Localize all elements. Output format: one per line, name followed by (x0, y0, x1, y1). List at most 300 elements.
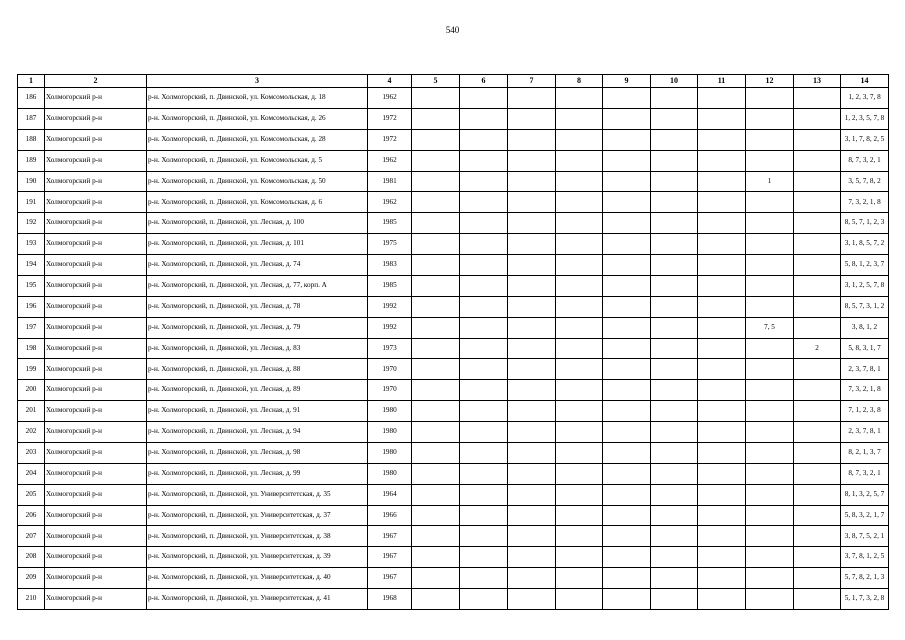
col11-cell (698, 568, 746, 589)
col11-cell (698, 401, 746, 422)
col14-cell: 3, 8, 1, 2 (841, 317, 889, 338)
col14-cell: 3, 1, 7, 8, 2, 5 (841, 129, 889, 150)
col11-cell (698, 88, 746, 109)
col14-cell: 8, 7, 3, 2, 1 (841, 463, 889, 484)
col5-cell (412, 463, 460, 484)
table-row (18, 296, 889, 317)
district-cell: Холмогорский р-н (45, 547, 147, 568)
col5-cell (412, 108, 460, 129)
col11-cell (698, 150, 746, 171)
column-header: 11 (698, 75, 746, 88)
col12-cell (746, 442, 794, 463)
col8-cell (556, 338, 603, 359)
col6-cell (460, 505, 508, 526)
col10-cell (651, 484, 698, 505)
col5-cell (412, 589, 460, 610)
col11-cell (698, 234, 746, 255)
col10-cell (651, 88, 698, 109)
district-cell: Холмогорский р-н (45, 317, 147, 338)
col10-cell (651, 317, 698, 338)
col7-cell (508, 589, 556, 610)
col6-cell (460, 568, 508, 589)
col10-cell (651, 589, 698, 610)
col8-cell (556, 589, 603, 610)
col10-cell (651, 255, 698, 276)
district-cell: Холмогорский р-н (45, 88, 147, 109)
row-number-cell: 197 (18, 317, 45, 338)
col9-cell (603, 129, 651, 150)
col7-cell (508, 192, 556, 213)
col13-cell (794, 359, 841, 380)
col14-cell: 2, 3, 7, 8, 1 (841, 359, 889, 380)
column-header: 3 (147, 75, 368, 88)
col13-cell (794, 526, 841, 547)
col14-cell: 5, 8, 1, 2, 3, 7 (841, 255, 889, 276)
col9-cell (603, 484, 651, 505)
col11-cell (698, 192, 746, 213)
row-number-cell: 202 (18, 422, 45, 443)
col6-cell (460, 359, 508, 380)
year-cell: 1972 (368, 129, 412, 150)
col11-cell (698, 547, 746, 568)
table-row (18, 401, 889, 422)
col5-cell (412, 171, 460, 192)
col14-cell: 5, 1, 7, 3, 2, 8 (841, 589, 889, 610)
year-cell: 1962 (368, 192, 412, 213)
col7-cell (508, 150, 556, 171)
year-cell: 1980 (368, 442, 412, 463)
col11-cell (698, 129, 746, 150)
col14-cell: 8, 7, 3, 2, 1 (841, 150, 889, 171)
col6-cell (460, 317, 508, 338)
col11-cell (698, 589, 746, 610)
col12-cell (746, 401, 794, 422)
col7-cell (508, 255, 556, 276)
column-header: 14 (841, 75, 889, 88)
table-row (18, 150, 889, 171)
col7-cell (508, 526, 556, 547)
col12-cell (746, 526, 794, 547)
col5-cell (412, 505, 460, 526)
col14-cell: 7, 1, 2, 3, 8 (841, 401, 889, 422)
col6-cell (460, 380, 508, 401)
table-row (18, 589, 889, 610)
col8-cell (556, 505, 603, 526)
col5-cell (412, 547, 460, 568)
col6-cell (460, 484, 508, 505)
column-header: 7 (508, 75, 556, 88)
col14-cell: 1, 2, 3, 5, 7, 8 (841, 108, 889, 129)
year-cell: 1985 (368, 275, 412, 296)
col12-cell (746, 192, 794, 213)
table-row (18, 463, 889, 484)
col11-cell (698, 213, 746, 234)
col5-cell (412, 213, 460, 234)
row-number-cell: 199 (18, 359, 45, 380)
col14-cell: 1, 2, 3, 7, 8 (841, 88, 889, 109)
col9-cell (603, 213, 651, 234)
col13-cell (794, 422, 841, 443)
col12-cell (746, 359, 794, 380)
district-cell: Холмогорский р-н (45, 129, 147, 150)
col6-cell (460, 526, 508, 547)
col6-cell (460, 108, 508, 129)
col12-cell (746, 589, 794, 610)
col14-cell: 2, 3, 7, 8, 1 (841, 422, 889, 443)
address-cell: р-н. Холмогорский, п. Двинской, ул. Лесная, д. 79 (147, 317, 368, 338)
col13-cell (794, 442, 841, 463)
row-number-cell: 189 (18, 150, 45, 171)
col11-cell (698, 463, 746, 484)
col9-cell (603, 275, 651, 296)
col9-cell (603, 108, 651, 129)
year-cell: 1962 (368, 150, 412, 171)
col14-cell: 3, 1, 2, 5, 7, 8 (841, 275, 889, 296)
col13-cell (794, 275, 841, 296)
row-number-cell: 190 (18, 171, 45, 192)
col7-cell (508, 171, 556, 192)
col10-cell (651, 129, 698, 150)
col10-cell (651, 338, 698, 359)
col12-cell (746, 150, 794, 171)
col13-cell (794, 401, 841, 422)
col14-cell: 5, 8, 3, 1, 7 (841, 338, 889, 359)
col9-cell (603, 338, 651, 359)
col13-cell (794, 296, 841, 317)
col9-cell (603, 589, 651, 610)
col13-cell (794, 108, 841, 129)
col7-cell (508, 296, 556, 317)
col12-cell (746, 88, 794, 109)
address-cell: р-н. Холмогорский, п. Двинской, ул. Университетская, д. 37 (147, 505, 368, 526)
col6-cell (460, 234, 508, 255)
col12-cell (746, 129, 794, 150)
col10-cell (651, 275, 698, 296)
year-cell: 1970 (368, 380, 412, 401)
col8-cell (556, 255, 603, 276)
col7-cell (508, 359, 556, 380)
col5-cell (412, 255, 460, 276)
year-cell: 1992 (368, 296, 412, 317)
col7-cell (508, 275, 556, 296)
col7-cell (508, 505, 556, 526)
district-cell: Холмогорский р-н (45, 505, 147, 526)
table-row (18, 547, 889, 568)
row-number-cell: 191 (18, 192, 45, 213)
column-header: 6 (460, 75, 508, 88)
address-cell: р-н. Холмогорский, п. Двинской, ул. Лесная, д. 74 (147, 255, 368, 276)
district-cell: Холмогорский р-н (45, 568, 147, 589)
col11-cell (698, 296, 746, 317)
row-number-cell: 207 (18, 526, 45, 547)
address-cell: р-н. Холмогорский, п. Двинской, ул. Лесная, д. 83 (147, 338, 368, 359)
col10-cell (651, 296, 698, 317)
col7-cell (508, 380, 556, 401)
col8-cell (556, 568, 603, 589)
col13-cell (794, 234, 841, 255)
col9-cell (603, 234, 651, 255)
table-row (18, 234, 889, 255)
col10-cell (651, 108, 698, 129)
col6-cell (460, 88, 508, 109)
year-cell: 1975 (368, 234, 412, 255)
col5-cell (412, 422, 460, 443)
col9-cell (603, 296, 651, 317)
column-header: 2 (45, 75, 147, 88)
col14-cell: 8, 2, 1, 3, 7 (841, 442, 889, 463)
col7-cell (508, 213, 556, 234)
row-number-cell: 204 (18, 463, 45, 484)
col13-cell (794, 505, 841, 526)
col6-cell (460, 296, 508, 317)
col12-cell (746, 422, 794, 443)
col13-cell (794, 129, 841, 150)
district-cell: Холмогорский р-н (45, 171, 147, 192)
year-cell: 1985 (368, 213, 412, 234)
col8-cell (556, 401, 603, 422)
col6-cell (460, 338, 508, 359)
col11-cell (698, 380, 746, 401)
row-number-cell: 186 (18, 88, 45, 109)
page-number: 540 (445, 25, 460, 35)
col5-cell (412, 359, 460, 380)
col10-cell (651, 463, 698, 484)
row-number-cell: 194 (18, 255, 45, 276)
col10-cell (651, 422, 698, 443)
table-row (18, 213, 889, 234)
col10-cell (651, 234, 698, 255)
col12-cell (746, 547, 794, 568)
district-cell: Холмогорский р-н (45, 255, 147, 276)
col5-cell (412, 526, 460, 547)
row-number-cell: 203 (18, 442, 45, 463)
register-table (17, 74, 889, 610)
col12-cell: 1 (746, 171, 794, 192)
col6-cell (460, 401, 508, 422)
row-number-cell: 210 (18, 589, 45, 610)
col13-cell (794, 88, 841, 109)
col11-cell (698, 359, 746, 380)
address-cell: р-н. Холмогорский, п. Двинской, ул. Университетская, д. 39 (147, 547, 368, 568)
table-row (18, 338, 889, 359)
col9-cell (603, 192, 651, 213)
address-cell: р-н. Холмогорский, п. Двинской, ул. Университетская, д. 38 (147, 526, 368, 547)
col6-cell (460, 463, 508, 484)
column-header: 8 (556, 75, 603, 88)
col10-cell (651, 568, 698, 589)
year-cell: 1967 (368, 526, 412, 547)
col9-cell (603, 88, 651, 109)
col10-cell (651, 526, 698, 547)
year-cell: 1980 (368, 422, 412, 443)
col12-cell (746, 213, 794, 234)
district-cell: Холмогорский р-н (45, 213, 147, 234)
address-cell: р-н. Холмогорский, п. Двинской, ул. Лесная, д. 91 (147, 401, 368, 422)
column-header: 10 (651, 75, 698, 88)
col8-cell (556, 422, 603, 443)
table-row (18, 526, 889, 547)
col7-cell (508, 422, 556, 443)
col13-cell (794, 192, 841, 213)
col10-cell (651, 401, 698, 422)
col7-cell (508, 234, 556, 255)
address-cell: р-н. Холмогорский, п. Двинской, ул. Лесная, д. 89 (147, 380, 368, 401)
row-number-cell: 193 (18, 234, 45, 255)
address-cell: р-н. Холмогорский, п. Двинской, ул. Комсомольская, д. 6 (147, 192, 368, 213)
col11-cell (698, 484, 746, 505)
col5-cell (412, 442, 460, 463)
district-cell: Холмогорский р-н (45, 192, 147, 213)
district-cell: Холмогорский р-н (45, 442, 147, 463)
col9-cell (603, 171, 651, 192)
col12-cell (746, 463, 794, 484)
col10-cell (651, 359, 698, 380)
address-cell: р-н. Холмогорский, п. Двинской, ул. Университетская, д. 40 (147, 568, 368, 589)
col8-cell (556, 108, 603, 129)
col8-cell (556, 129, 603, 150)
address-cell: р-н. Холмогорский, п. Двинской, ул. Университетская, д. 35 (147, 484, 368, 505)
year-cell: 1973 (368, 338, 412, 359)
col8-cell (556, 359, 603, 380)
col11-cell (698, 108, 746, 129)
column-header: 4 (368, 75, 412, 88)
col10-cell (651, 150, 698, 171)
year-cell: 1966 (368, 505, 412, 526)
col9-cell (603, 255, 651, 276)
col8-cell (556, 171, 603, 192)
col5-cell (412, 484, 460, 505)
col14-cell: 3, 7, 8, 1, 2, 5 (841, 547, 889, 568)
table-row (18, 88, 889, 109)
year-cell: 1980 (368, 401, 412, 422)
col11-cell (698, 442, 746, 463)
row-number-cell: 198 (18, 338, 45, 359)
col8-cell (556, 526, 603, 547)
col6-cell (460, 442, 508, 463)
col12-cell (746, 505, 794, 526)
col8-cell (556, 317, 603, 338)
year-cell: 1970 (368, 359, 412, 380)
year-cell: 1968 (368, 589, 412, 610)
address-cell: р-н. Холмогорский, п. Двинской, ул. Университетская, д. 41 (147, 589, 368, 610)
col13-cell (794, 150, 841, 171)
district-cell: Холмогорский р-н (45, 108, 147, 129)
table-row (18, 422, 889, 443)
year-cell: 1992 (368, 317, 412, 338)
col14-cell: 8, 5, 7, 3, 1, 2 (841, 296, 889, 317)
col8-cell (556, 484, 603, 505)
year-cell: 1964 (368, 484, 412, 505)
col7-cell (508, 484, 556, 505)
year-cell: 1980 (368, 463, 412, 484)
address-cell: р-н. Холмогорский, п. Двинской, ул. Лесная, д. 88 (147, 359, 368, 380)
row-number-cell: 200 (18, 380, 45, 401)
column-header: 13 (794, 75, 841, 88)
col6-cell (460, 275, 508, 296)
col8-cell (556, 88, 603, 109)
col9-cell (603, 150, 651, 171)
col9-cell (603, 401, 651, 422)
district-cell: Холмогорский р-н (45, 526, 147, 547)
table-row (18, 505, 889, 526)
col11-cell (698, 255, 746, 276)
address-cell: р-н. Холмогорский, п. Двинской, ул. Комсомольская, д. 5 (147, 150, 368, 171)
table-row (18, 317, 889, 338)
col9-cell (603, 526, 651, 547)
col12-cell (746, 108, 794, 129)
col9-cell (603, 442, 651, 463)
col12-cell (746, 275, 794, 296)
col8-cell (556, 275, 603, 296)
col7-cell (508, 463, 556, 484)
address-cell: р-н. Холмогорский, п. Двинской, ул. Лесная, д. 101 (147, 234, 368, 255)
col13-cell: 2 (794, 338, 841, 359)
col10-cell (651, 192, 698, 213)
col10-cell (651, 442, 698, 463)
address-cell: р-н. Холмогорский, п. Двинской, ул. Комсомольская, д. 18 (147, 88, 368, 109)
col6-cell (460, 547, 508, 568)
year-cell: 1967 (368, 568, 412, 589)
col12-cell (746, 380, 794, 401)
col8-cell (556, 547, 603, 568)
district-cell: Холмогорский р-н (45, 234, 147, 255)
col6-cell (460, 422, 508, 443)
col8-cell (556, 150, 603, 171)
district-cell: Холмогорский р-н (45, 359, 147, 380)
district-cell: Холмогорский р-н (45, 338, 147, 359)
col5-cell (412, 192, 460, 213)
row-number-cell: 196 (18, 296, 45, 317)
col12-cell (746, 568, 794, 589)
col9-cell (603, 547, 651, 568)
year-cell: 1981 (368, 171, 412, 192)
col7-cell (508, 108, 556, 129)
col8-cell (556, 234, 603, 255)
col13-cell (794, 380, 841, 401)
col11-cell (698, 317, 746, 338)
col12-cell (746, 234, 794, 255)
col10-cell (651, 213, 698, 234)
col5-cell (412, 88, 460, 109)
col8-cell (556, 192, 603, 213)
row-number-cell: 209 (18, 568, 45, 589)
col8-cell (556, 463, 603, 484)
column-header: 9 (603, 75, 651, 88)
table-row (18, 442, 889, 463)
col14-cell: 8, 5, 7, 1, 2, 3 (841, 213, 889, 234)
col11-cell (698, 505, 746, 526)
row-number-cell: 206 (18, 505, 45, 526)
col12-cell (746, 296, 794, 317)
row-number-cell: 195 (18, 275, 45, 296)
table-row (18, 568, 889, 589)
col9-cell (603, 505, 651, 526)
address-cell: р-н. Холмогорский, п. Двинской, ул. Лесная, д. 78 (147, 296, 368, 317)
header-row (18, 75, 889, 88)
col5-cell (412, 150, 460, 171)
address-cell: р-н. Холмогорский, п. Двинской, ул. Комсомольская, д. 28 (147, 129, 368, 150)
col7-cell (508, 129, 556, 150)
col13-cell (794, 589, 841, 610)
col5-cell (412, 234, 460, 255)
col9-cell (603, 422, 651, 443)
col10-cell (651, 380, 698, 401)
address-cell: р-н. Холмогорский, п. Двинской, ул. Лесная, д. 99 (147, 463, 368, 484)
row-number-cell: 188 (18, 129, 45, 150)
col9-cell (603, 317, 651, 338)
col9-cell (603, 463, 651, 484)
col11-cell (698, 171, 746, 192)
